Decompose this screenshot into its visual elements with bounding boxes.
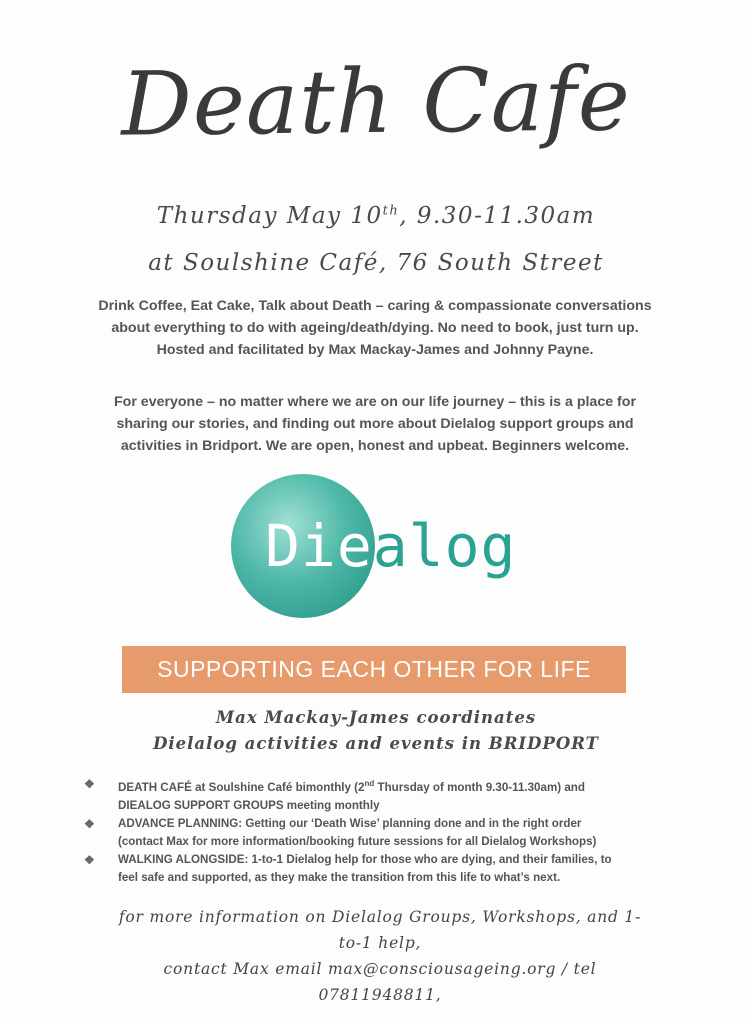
list-item (84, 775, 674, 815)
list-item-line: WALKING ALONGSIDE: 1-to-1 Dielalog help for those who are dying, and their families, to (118, 852, 612, 866)
list-item-text: DEATH CAFÉ at Soulshine Café bimonthly (2 (118, 780, 365, 794)
everyone-line: sharing our stories, and finding out more about Dielalog support groups and (116, 416, 634, 432)
contact-info (100, 904, 660, 1008)
dielalog-logo (227, 474, 527, 624)
everyone-line: activities in Bridport. We are open, honest and upbeat. Beginners welcome. (120, 438, 630, 454)
list-item-line: ADVANCE PLANNING: Getting our ‘Death Wise’ planning done and in the right order (118, 816, 582, 830)
page-title: Death Cafe (120, 47, 632, 156)
intro-line: about everything to do with ageing/death/dying. No need to book, just turn up. (111, 320, 639, 336)
intro-line: Drink Coffee, Eat Cake, Talk about Death – caring & compassionate conversations (98, 298, 652, 314)
logo-text (265, 512, 516, 580)
list-item-line: feel safe and supported, as they make the transition from this life to what’s next. (118, 870, 561, 884)
coordinator-line: Dielalog activities and events in BRIDPORT (153, 734, 599, 753)
contact-line: contact Max email max@consciousageing.org / tel (163, 960, 597, 978)
date-prefix: Thursday May 10 (156, 203, 383, 229)
list-item-line: DIEALOG SUPPORT GROUPS meeting monthly (118, 798, 380, 812)
list-item (84, 815, 674, 851)
event-date (0, 203, 752, 229)
list-item-line (118, 775, 674, 797)
contact-line: to-1 help, (338, 934, 422, 952)
tagline-banner: SUPPORTING EACH OTHER FOR LIFE (122, 646, 626, 693)
contact-line: 07811948811, (318, 986, 442, 1004)
list-item-line: (contact Max for more information/booking future sessions for all Dielalog Workshops) (118, 834, 597, 848)
logo-text-alog: alog (372, 512, 517, 580)
list-item-text: Thursday of month 9.30-11.30am) and (374, 780, 585, 794)
intro-line: Hosted and facilitated by Max Mackay-James and Johnny Payne. (156, 342, 594, 358)
diamond-bullet-icon: ❖ (84, 852, 95, 867)
logo-text-die: Die (265, 512, 373, 580)
intro-paragraph (70, 295, 680, 361)
contact-line: for more information on Dielalog Groups, Workshops, and 1- (118, 908, 642, 926)
diamond-bullet-icon: ❖ (84, 777, 95, 791)
date-suffix: th (382, 203, 400, 219)
everyone-paragraph (70, 391, 680, 457)
event-venue: at Soulshine Café, 76 South Street (148, 250, 604, 276)
activities-list (84, 775, 674, 887)
date-time: , 9.30-11.30am (399, 203, 596, 229)
list-item (84, 851, 674, 887)
coordinator-line: Max Mackay-James coordinates (215, 708, 537, 727)
list-item-sup: nd (364, 779, 375, 788)
diamond-bullet-icon: ❖ (84, 816, 95, 831)
everyone-line: For everyone – no matter where we are on our life journey – this is a place for (114, 394, 636, 410)
